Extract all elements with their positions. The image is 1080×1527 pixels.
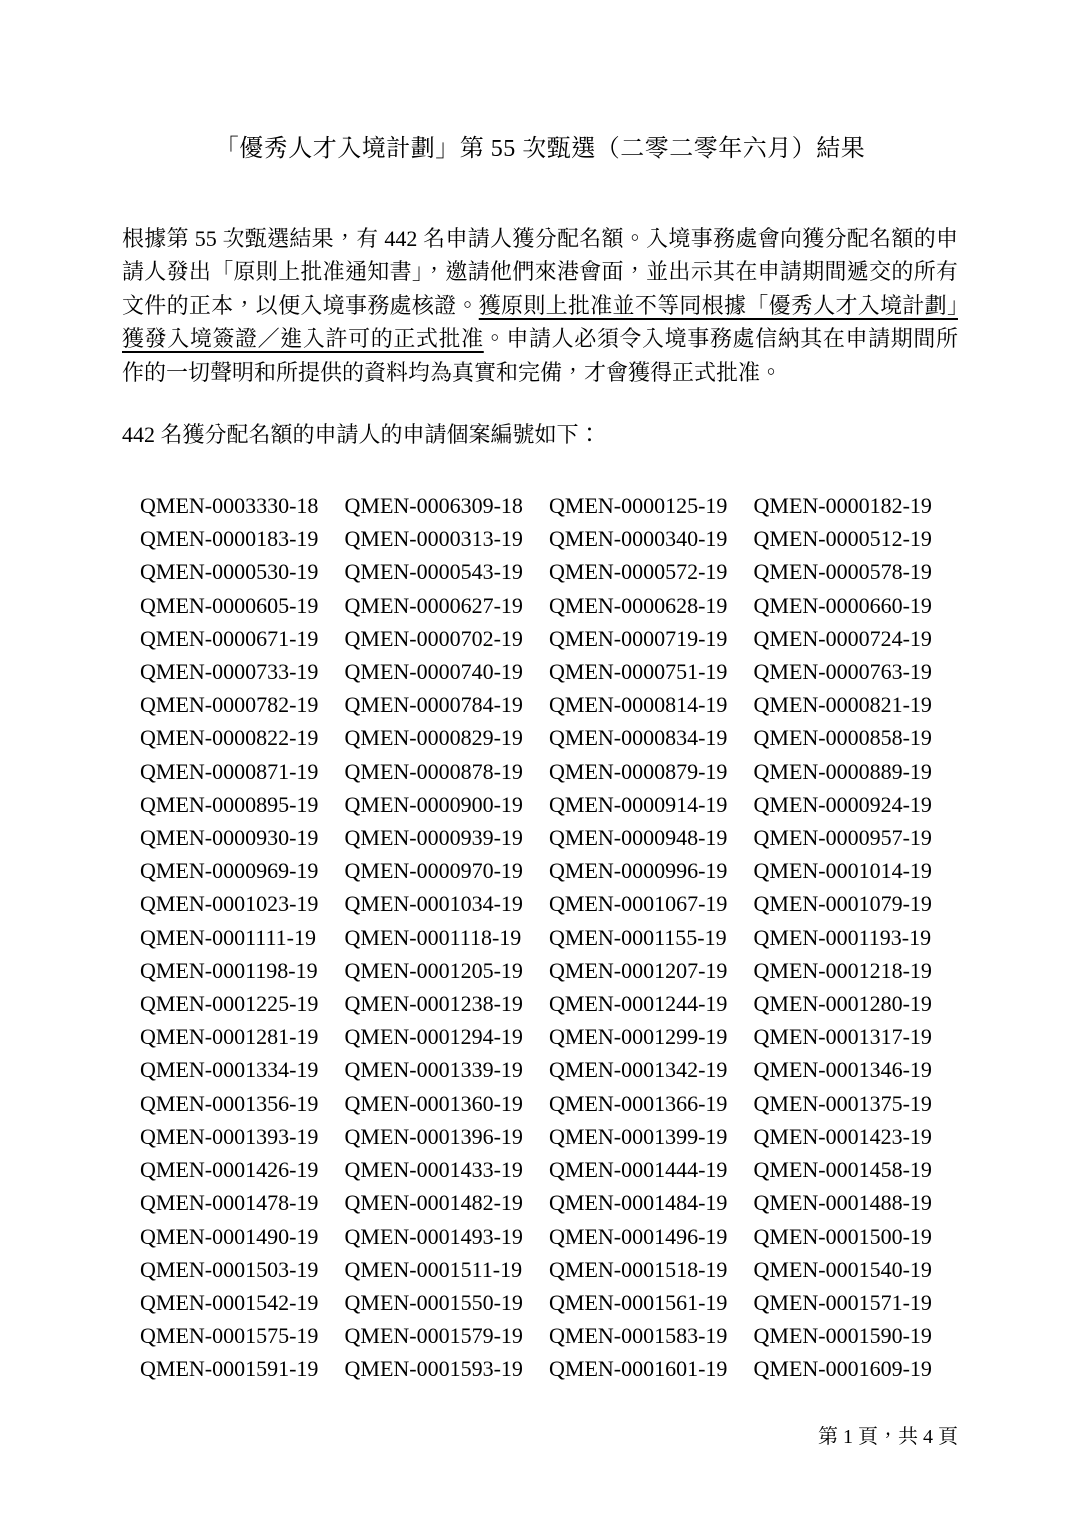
case-number-cell: QMEN-0001317-19 xyxy=(753,1024,932,1050)
case-number-cell: QMEN-0000543-19 xyxy=(344,559,523,585)
case-number-cell: QMEN-0001218-19 xyxy=(753,957,932,983)
case-number-cell: QMEN-0000834-19 xyxy=(549,725,728,751)
table-row xyxy=(140,1319,958,1352)
case-number-cell: QMEN-0000530-19 xyxy=(140,559,319,585)
case-number-cell: QMEN-0001118-19 xyxy=(344,924,522,950)
case-number-cell: QMEN-0001591-19 xyxy=(140,1356,319,1382)
case-number-cell: QMEN-0000733-19 xyxy=(140,659,319,685)
case-number-cell: QMEN-0001225-19 xyxy=(140,991,319,1017)
case-number-cell: QMEN-0000671-19 xyxy=(140,625,319,651)
case-number-cell: QMEN-0001375-19 xyxy=(753,1090,932,1116)
case-number-cell: QMEN-0000605-19 xyxy=(140,592,319,618)
case-number-cell: QMEN-0001205-19 xyxy=(344,957,523,983)
case-number-cell: QMEN-0001511-19 xyxy=(344,1256,523,1282)
case-number-cell: QMEN-0001575-19 xyxy=(140,1323,319,1349)
case-list-intro: 442 名獲分配名額的申請人的申請個案編號如下： xyxy=(122,422,601,448)
case-number-cell: QMEN-0001238-19 xyxy=(344,991,523,1017)
case-number-cell: QMEN-0001067-19 xyxy=(549,891,728,917)
case-number-cell: QMEN-0001542-19 xyxy=(140,1289,319,1315)
case-number-cell: QMEN-0000895-19 xyxy=(140,791,319,817)
table-row xyxy=(140,921,958,954)
table-row xyxy=(140,987,958,1020)
case-number-cell: QMEN-0001280-19 xyxy=(753,991,932,1017)
case-number-cell: QMEN-0001339-19 xyxy=(344,1057,523,1083)
case-number-cell: QMEN-0001396-19 xyxy=(344,1123,523,1149)
case-number-cell: QMEN-0000578-19 xyxy=(753,559,932,585)
intro-paragraph-part2: 。申請人必須令入境事務處信納其在申請期間所作的一切聲明和所提供的資料均為真實和完備，才會獲得正式批准。 xyxy=(122,326,958,385)
case-number-cell: QMEN-0000914-19 xyxy=(549,791,728,817)
case-number-cell: QMEN-0001433-19 xyxy=(344,1157,523,1183)
case-number-cell: QMEN-0001014-19 xyxy=(753,858,932,884)
case-number-cell: QMEN-0001579-19 xyxy=(344,1323,523,1349)
case-number-cell: QMEN-0001583-19 xyxy=(549,1323,728,1349)
case-number-cell: QMEN-0001423-19 xyxy=(753,1123,932,1149)
case-number-cell: QMEN-0001244-19 xyxy=(549,991,728,1017)
case-number-cell: QMEN-0001034-19 xyxy=(344,891,523,917)
table-row xyxy=(140,1352,958,1385)
table-row xyxy=(140,1153,958,1186)
case-number-cell: QMEN-0000628-19 xyxy=(549,592,728,618)
case-number-cell: QMEN-0001496-19 xyxy=(549,1223,728,1249)
case-number-cell: QMEN-0001342-19 xyxy=(549,1057,728,1083)
page-title: 「優秀人才入境計劃」第 55 次甄選（二零二零年六月）結果 xyxy=(214,136,866,162)
table-row xyxy=(140,688,958,721)
case-number-table xyxy=(140,489,958,1385)
case-number-cell: QMEN-0001493-19 xyxy=(344,1223,523,1249)
case-number-cell: QMEN-0001426-19 xyxy=(140,1157,319,1183)
case-number-cell: QMEN-0001294-19 xyxy=(344,1024,523,1050)
case-number-cell: QMEN-0001484-19 xyxy=(549,1190,728,1216)
case-number-cell: QMEN-0000924-19 xyxy=(753,791,932,817)
case-number-cell: QMEN-0001488-19 xyxy=(753,1190,932,1216)
case-number-cell: QMEN-0001478-19 xyxy=(140,1190,319,1216)
case-number-cell: QMEN-0001193-19 xyxy=(753,924,932,950)
table-row xyxy=(140,854,958,887)
case-number-cell: QMEN-0000829-19 xyxy=(344,725,523,751)
case-number-cell: QMEN-0001503-19 xyxy=(140,1256,319,1282)
case-number-cell: QMEN-0000889-19 xyxy=(753,758,932,784)
case-number-cell: QMEN-0000719-19 xyxy=(549,625,728,651)
case-number-cell: QMEN-0000751-19 xyxy=(549,659,728,685)
case-number-cell: QMEN-0001593-19 xyxy=(344,1356,523,1382)
table-row xyxy=(140,1020,958,1053)
table-row xyxy=(140,1220,958,1253)
case-number-cell: QMEN-0000763-19 xyxy=(753,659,932,685)
case-number-cell: QMEN-0000814-19 xyxy=(549,692,728,718)
intro-paragraph xyxy=(122,222,958,389)
case-number-cell: QMEN-0000660-19 xyxy=(753,592,932,618)
case-number-cell: QMEN-0001609-19 xyxy=(753,1356,932,1382)
case-number-cell: QMEN-0000702-19 xyxy=(344,625,523,651)
case-number-cell: QMEN-0000782-19 xyxy=(140,692,319,718)
case-number-cell: QMEN-0000572-19 xyxy=(549,559,728,585)
case-number-cell: QMEN-0001111-19 xyxy=(140,924,316,950)
case-number-cell: QMEN-0001207-19 xyxy=(549,957,728,983)
case-number-cell: QMEN-0001561-19 xyxy=(549,1289,728,1315)
case-number-cell: QMEN-0001482-19 xyxy=(344,1190,523,1216)
case-number-cell: QMEN-0000878-19 xyxy=(344,758,523,784)
case-number-cell: QMEN-0001590-19 xyxy=(753,1323,932,1349)
intro-paragraph-part1: 根據第 55 次甄選結果，有 442 名申請人獲分配名額。入境事務處會向獲分配名額的申請人發出「原則上批准通知書」，邀請他們來港會面，並出示其在申請期間遞交的所有文件的正本，以便入境事務處核證。 xyxy=(122,226,958,318)
case-number-cell: QMEN-0000183-19 xyxy=(140,526,319,552)
table-row xyxy=(140,1120,958,1153)
case-number-cell: QMEN-0000900-19 xyxy=(344,791,523,817)
case-number-cell: QMEN-0000627-19 xyxy=(344,592,523,618)
table-row xyxy=(140,821,958,854)
table-row xyxy=(140,1087,958,1120)
table-row xyxy=(140,522,958,555)
case-number-cell: QMEN-0000858-19 xyxy=(753,725,932,751)
case-number-cell: QMEN-0003330-18 xyxy=(140,493,319,519)
table-row xyxy=(140,755,958,788)
table-row xyxy=(140,655,958,688)
case-number-cell: QMEN-0001360-19 xyxy=(344,1090,523,1116)
page-number-footer: 第 1 頁，共 4 頁 xyxy=(818,1426,958,1448)
case-number-cell: QMEN-0001550-19 xyxy=(344,1289,523,1315)
case-number-cell: QMEN-0001299-19 xyxy=(549,1024,728,1050)
table-row xyxy=(140,622,958,655)
case-number-cell: QMEN-0000125-19 xyxy=(549,493,728,519)
case-number-cell: QMEN-0000871-19 xyxy=(140,758,319,784)
table-row xyxy=(140,721,958,754)
table-row xyxy=(140,954,958,987)
case-number-cell: QMEN-0001346-19 xyxy=(753,1057,932,1083)
case-number-cell: QMEN-0001393-19 xyxy=(140,1123,319,1149)
case-number-cell: QMEN-0001444-19 xyxy=(549,1157,728,1183)
case-number-cell: QMEN-0001540-19 xyxy=(753,1256,932,1282)
case-number-cell: QMEN-0000822-19 xyxy=(140,725,319,751)
case-number-cell: QMEN-0000957-19 xyxy=(753,825,932,851)
case-number-cell: QMEN-0001500-19 xyxy=(753,1223,932,1249)
case-number-cell: QMEN-0001366-19 xyxy=(549,1090,728,1116)
case-number-cell: QMEN-0000340-19 xyxy=(549,526,728,552)
case-number-cell: QMEN-0001601-19 xyxy=(549,1356,728,1382)
case-number-cell: QMEN-0000969-19 xyxy=(140,858,319,884)
table-row xyxy=(140,555,958,588)
intro-paragraph-underlined-clause: 獲原則上批准並不等同根據「優秀人才入境計劃」獲發入境簽證／進入許可的正式批准 xyxy=(122,292,958,352)
case-number-cell: QMEN-0006309-18 xyxy=(344,493,523,519)
case-number-cell: QMEN-0001023-19 xyxy=(140,891,319,917)
case-number-cell: QMEN-0000313-19 xyxy=(344,526,523,552)
case-number-cell: QMEN-0001356-19 xyxy=(140,1090,319,1116)
case-number-cell: QMEN-0000996-19 xyxy=(549,858,728,884)
case-number-cell: QMEN-0001518-19 xyxy=(549,1256,728,1282)
case-number-cell: QMEN-0000821-19 xyxy=(753,692,932,718)
table-row xyxy=(140,1286,958,1319)
case-number-cell: QMEN-0001281-19 xyxy=(140,1024,319,1050)
case-number-cell: QMEN-0000939-19 xyxy=(344,825,523,851)
table-row xyxy=(140,1253,958,1286)
case-number-cell: QMEN-0001334-19 xyxy=(140,1057,319,1083)
case-number-cell: QMEN-0000512-19 xyxy=(753,526,932,552)
case-number-cell: QMEN-0000970-19 xyxy=(344,858,523,884)
table-row xyxy=(140,1186,958,1219)
case-number-cell: QMEN-0001458-19 xyxy=(753,1157,932,1183)
case-number-cell: QMEN-0001155-19 xyxy=(549,924,727,950)
case-number-cell: QMEN-0001399-19 xyxy=(549,1123,728,1149)
case-number-table-body xyxy=(140,489,958,1385)
case-number-cell: QMEN-0000879-19 xyxy=(549,758,728,784)
case-number-cell: QMEN-0000930-19 xyxy=(140,825,319,851)
case-number-cell: QMEN-0001079-19 xyxy=(753,891,932,917)
table-row xyxy=(140,788,958,821)
case-number-cell: QMEN-0001198-19 xyxy=(140,957,318,983)
table-row xyxy=(140,887,958,920)
case-number-cell: QMEN-0000182-19 xyxy=(753,493,932,519)
table-row xyxy=(140,589,958,622)
case-number-cell: QMEN-0000740-19 xyxy=(344,659,523,685)
case-number-cell: QMEN-0000948-19 xyxy=(549,825,728,851)
case-number-cell: QMEN-0000724-19 xyxy=(753,625,932,651)
case-number-cell: QMEN-0001571-19 xyxy=(753,1289,932,1315)
case-number-cell: QMEN-0000784-19 xyxy=(344,692,523,718)
case-number-cell: QMEN-0001490-19 xyxy=(140,1223,319,1249)
table-row xyxy=(140,489,958,522)
table-row xyxy=(140,1053,958,1086)
